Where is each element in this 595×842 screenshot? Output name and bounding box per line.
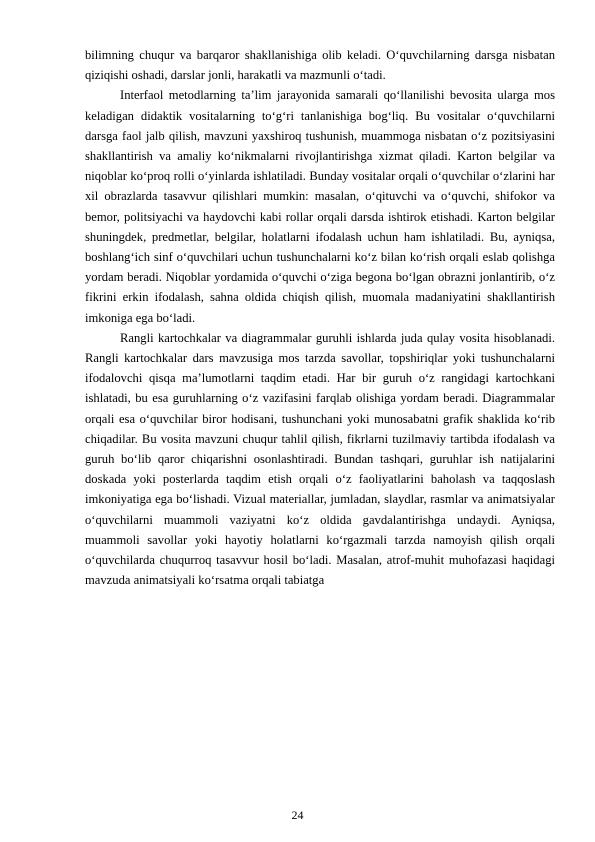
paragraph-continuation: bilimning chuqur va barqaror shakllanishiga olib keladi. O‘quvchilarning darsga nisbatan qiziqishi oshadi, darslar jonli, harakatli va mazmunli o‘tadi.	[85, 48, 555, 83]
paragraph-color-cards: Rangli kartochkalar va diagrammalar guruhli ishlarda juda qulay vosita hisoblanadi. Rangli kartochkalar dars mavzusiga mos tarzda savollar, topshiriqlar yoki tushunchalarni ifodalovchi qisqa ma’lumotlarni taqdim etadi. Har bir guruh o‘z rangidagi kartochkani ishlatadi, bu esa guruhlarning o‘z vazifasini farqlab olishiga yordam beradi. Diagrammalar orqali esa o‘quvchilar biror hodisani, tushunchani yoki munosabatni grafik shaklida ko‘rib chiqadilar. Bu vosita mavzuni chuqur tahlil qilish, fikrlarni tuzilmaviy tartibda ifodalash va guruh bo‘lib qaror chiqarishni osonlashtiradi. Bundan tashqari, guruhlar ish natijalarini doskada yoki posterlarda taqdim etish orqali o‘z faoliyatlarini baholash va taqqoslash imkoniyatiga ega bo‘lishadi. Vizual materiallar, jumladan, slaydlar, rasmlar va animatsiyalar o‘quvchilarni muammoli vaziyatni ko‘z oldida gavdalantirishga undaydi. Ayniqsa, muammoli savollar yoki hayotiy holatlarni ko‘rgazmali tarzda namoyish qilish orqali o‘quvchilarda chuqurroq tasavvur hosil bo‘ladi. Masalan, atrof-muhit muhofazasi haqidagi mavzuda animatsiyali ko‘rsatma orqali tabiatga	[85, 330, 555, 588]
paragraph-interactive-methods: Interfaol metodlarning ta’lim jarayonida samarali qo‘llanilishi bevosita ularga mos keladigan didaktik vositalarning to‘g‘ri tanlanishiga bog‘liq. Bu vositalar o‘quvchilarni darsga faol jalb qilish, mavzuni yaxshiroq tushunish, muammoga nisbatan o‘z pozitsiyasini shakllantirish va amaliy ko‘nikmalarni rivojlantirishga xizmat qiladi. Karton belgilar va niqoblar ko‘proq rolli o‘yinlarda ishlatiladi. Bunday vositalar orqali o‘quvchilar o‘zlarini har xil obrazlarda tasavvur qilishlari mumkin: masalan, o‘qituvchi va o‘quvchi, shifokor va bemor, politsiyachi va haydovchi kabi rollar orqali darsda ishtirok etishadi. Karton belgilar shuningdek, predmetlar, belgilar, holatlarni ifodalash uchun ham ishlatiladi. Bu, ayniqsa, boshlang‘ich sinf o‘quvchilari uchun tushunchalarni ko‘z bilan ko‘rish orqali eslab qolishga yordam beradi. Niqoblar yordamida o‘quvchi o‘ziga begona bo‘lgan obrazni jonlantirib, o‘z fikrini erkin ifodalash, sahna oldida chiqish qilish, muomala madaniyatini shakllantirish imkoniga ega bo‘ladi.	[85, 88, 555, 325]
document-page	[85, 45, 555, 590]
page-number: 24	[291, 808, 304, 822]
